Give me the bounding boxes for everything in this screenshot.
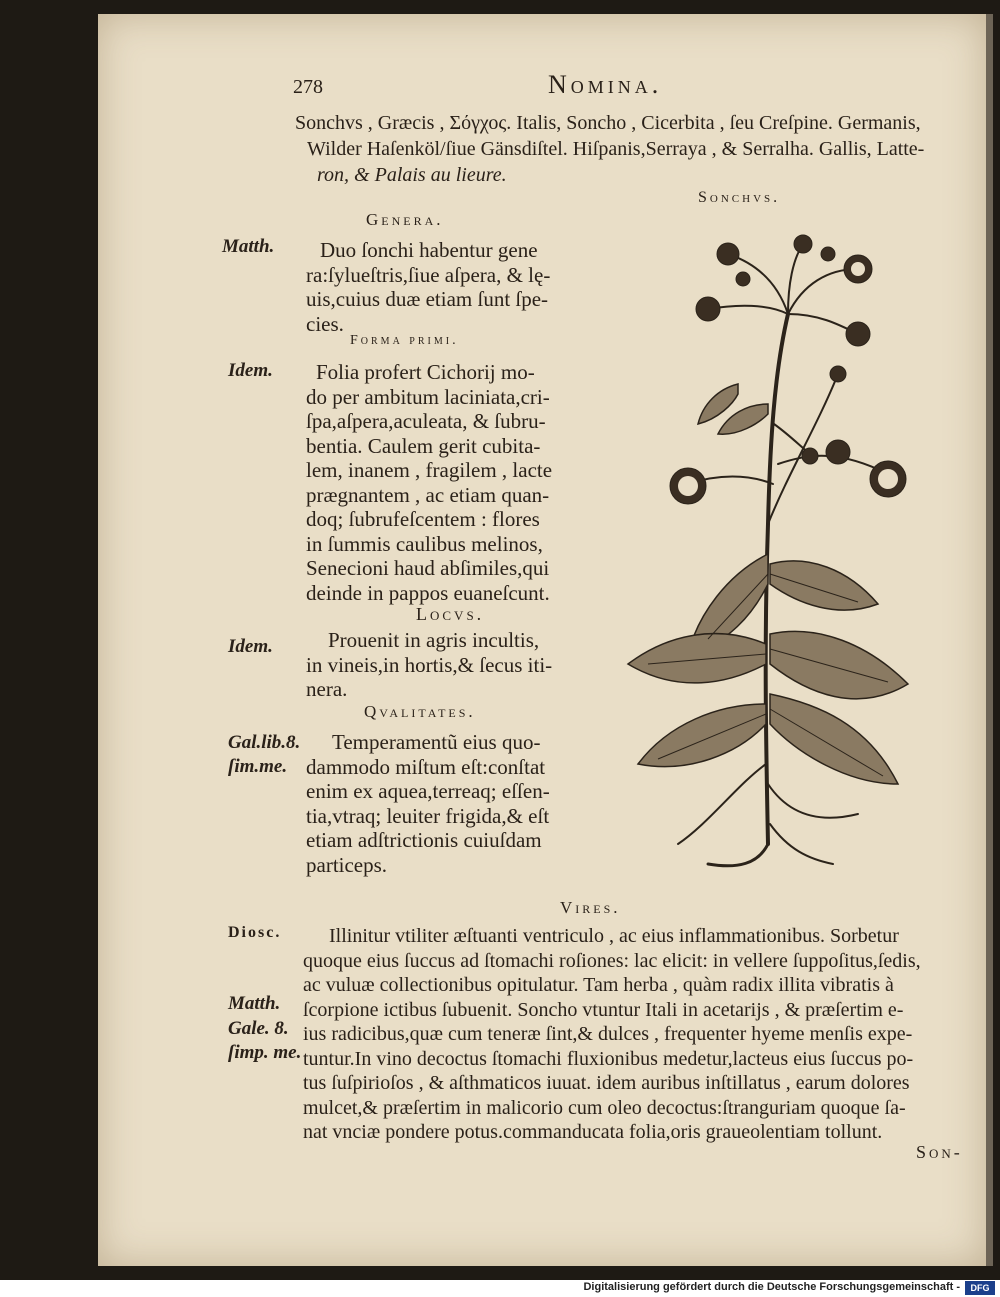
text-line: quoque eius ſuccus ad ſtomachi roſiones: lac elicit: in vellere ſuppoſitus,ſedis, xyxy=(303,949,921,972)
section-heading-vires: Vires. xyxy=(560,898,621,917)
page-edge-shadow xyxy=(985,14,993,1266)
margin-note: Matth. xyxy=(222,236,275,257)
text-line: mulcet,& præſertim in malicorio cum oleo decoctus:ſtranguriam quoque ſa- xyxy=(303,1096,906,1119)
section-heading-genera: Genera. xyxy=(366,210,444,229)
nomina-block xyxy=(295,110,924,188)
text-line: ra:ſylueſtris,ſiue aſpera, & lę- xyxy=(306,262,551,287)
margin-note-block xyxy=(228,731,300,779)
text-line: Folia profert Cichorij mo- xyxy=(316,360,535,384)
text-line: tus ſuſpirioſos , & aſthmaticos iuuat. idem auribus inſtillatus , earum dolores xyxy=(303,1072,910,1094)
nomina-line: Sonchvs , Græcis , Σόγχος. Italis, Soncho , Cicerbita , ſeu Creſpine. Germanis, xyxy=(295,112,921,134)
locus-text xyxy=(306,628,552,702)
forma-text xyxy=(306,360,552,605)
text-line: cies. xyxy=(306,311,344,336)
text-line: ſpa,aſpera,aculeata, & ſubru- xyxy=(306,409,546,433)
text-line: in vineis,in hortis,& ſecus iti- xyxy=(306,652,553,677)
qualitates-text xyxy=(306,730,550,877)
text-line: tia,vtraq; leuiter frigida,& eſt xyxy=(306,803,550,828)
catchword: Son- xyxy=(916,1142,963,1162)
text-line: deinde in pappos euaneſcunt. xyxy=(306,580,550,605)
footer-bar xyxy=(0,1280,1000,1297)
margin-note: Gale. 8. xyxy=(228,1017,289,1039)
margin-note-block xyxy=(228,992,301,1066)
footer-credit: Digitalisierung gefördert durch die Deutsche Forschungsgemeinschaft - xyxy=(583,1281,960,1293)
section-heading-qualitates: Qvalitates. xyxy=(364,702,476,721)
text-line: uis,cuius duæ etiam ſunt ſpe- xyxy=(306,287,549,311)
text-line: ac vuluæ collectionibus opitulatur. Tam herba , quàm radix illita vibratis à xyxy=(303,974,894,996)
text-line: dammodo miſtum eſt:conſtat xyxy=(306,754,546,779)
running-head: Nomina. xyxy=(548,70,663,99)
page-number: 278 xyxy=(293,76,323,98)
text-line: Illinitur vtiliter æſtuanti ventriculo , ac eius inflammationibus. Sorbetur xyxy=(329,925,899,947)
nomina-line: ron, & Palais au lieure. xyxy=(317,164,507,186)
margin-note: Diosc. xyxy=(228,924,282,941)
text-line: prægnantem , ac etiam quan- xyxy=(306,482,550,507)
text-line: in ſummis caulibus melinos, xyxy=(306,531,543,556)
text-line: enim ex aquea,terreaq; eſſen- xyxy=(306,779,550,803)
text-line: tuntur.In vino decoctus ſtomachi fluxionibus medetur,lacteus eius ſuccus po- xyxy=(303,1047,914,1070)
margin-note: Idem. xyxy=(228,360,273,381)
text-line: doq; ſubrufeſcentem : flores xyxy=(306,507,540,531)
margin-note: Matth. xyxy=(228,993,281,1014)
text-line: do per ambitum laciniata,cri- xyxy=(306,384,550,409)
text-line: Duo ſonchi habentur gene xyxy=(320,238,538,262)
text-line: Prouenit in agris incultis, xyxy=(328,628,540,652)
book-page xyxy=(98,14,986,1266)
section-heading-locus: Locvs. xyxy=(416,604,485,624)
text-line: ius radicibus,quæ cum teneræ ſint,& dulces , frequenter hyeme menſis expe- xyxy=(303,1023,913,1045)
text-line: particeps. xyxy=(306,852,388,877)
text-line: lem, inanem , fragilem , lacte xyxy=(306,458,553,482)
text-line: nera. xyxy=(306,677,348,701)
margin-note: ſim.me. xyxy=(228,756,288,777)
text-line: bentia. Caulem gerit cubita- xyxy=(306,433,541,458)
text-line: ſcorpione ictibus ſubuenit. Soncho vtuntur Itali in acetarijs , & præſertim e- xyxy=(303,998,904,1021)
nomina-line: Wilder Haſenköl/ſiue Gänsdiſtel. Hiſpanis,Serraya , & Serralha. Gallis, Latte- xyxy=(307,138,925,160)
vires-text xyxy=(303,924,921,1145)
margin-note: Gal.lib.8. xyxy=(228,732,301,753)
text-line: Temperamentũ eius quo- xyxy=(332,730,541,754)
section-heading-forma: Forma primi. xyxy=(350,333,459,348)
text-line: etiam adſtrictionis cuiuſdam xyxy=(306,828,542,852)
genera-text xyxy=(306,238,550,336)
margin-note: ſimp. me. xyxy=(228,1042,302,1063)
margin-note: Idem. xyxy=(228,636,273,657)
figure-caption: Sonchvs. xyxy=(698,189,781,206)
sonchus-woodcut xyxy=(588,224,928,874)
text-line: nat vnciæ pondere potus.commanducata folia,oris graueolentiam tollunt. xyxy=(303,1121,883,1143)
text-line: Senecioni haud abſimiles,qui xyxy=(306,556,550,580)
dfg-logo: DFG xyxy=(965,1281,995,1295)
